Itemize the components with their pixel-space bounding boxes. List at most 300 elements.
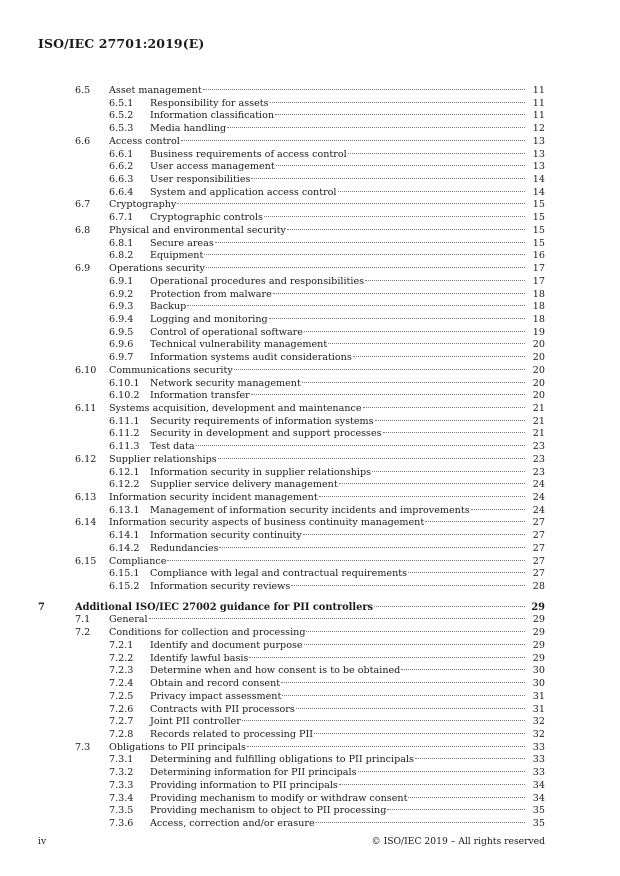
toc-entry-number: 6.10.1 — [109, 377, 140, 389]
toc-entry[interactable] — [0, 505, 620, 518]
toc-entry-title-wrap — [150, 416, 545, 429]
toc-entry-title-wrap — [150, 704, 545, 717]
toc-leader-dots — [365, 280, 525, 281]
toc-entry[interactable] — [0, 614, 620, 627]
toc-entry-title: Information security reviews — [150, 581, 291, 593]
toc-entry-number: 6.9.3 — [109, 301, 134, 313]
toc-entry-page: 20 — [532, 390, 545, 402]
toc-entry-title: Access, correction and/or erasure — [150, 817, 315, 829]
toc-leader-dots — [264, 216, 525, 217]
toc-entry-number: 6.5.2 — [109, 110, 134, 122]
toc-entry-page: 20 — [532, 364, 545, 376]
toc-entry-title-wrap — [109, 263, 545, 276]
toc-entry-number: 6.11 — [75, 402, 97, 414]
toc-entry-title-wrap — [150, 276, 545, 289]
toc-entry-number: 6.6.2 — [109, 161, 134, 173]
toc-entry-page: 20 — [532, 352, 545, 364]
toc-leader-dots — [282, 695, 525, 696]
toc-entry-page: 24 — [532, 479, 545, 491]
toc-leader-dots — [227, 127, 525, 128]
toc-entry-title: Logging and monitoring — [150, 313, 268, 325]
toc-entry-number: 7.3.2 — [109, 767, 134, 779]
toc-entry-number: 6.9.6 — [109, 339, 134, 351]
toc-entry-number: 6.10.2 — [109, 390, 140, 402]
toc-entry-title-wrap — [150, 505, 545, 518]
toc-entry-number: 6.8.2 — [109, 250, 134, 262]
toc-leader-dots — [363, 407, 525, 408]
toc-entry-page: 23 — [532, 453, 545, 465]
toc-entry-page: 19 — [532, 326, 545, 338]
toc-entry-page: 13 — [532, 148, 545, 160]
toc-entry-number: 7.3.4 — [109, 792, 134, 804]
toc-entry[interactable] — [0, 187, 620, 200]
toc-entry-number: 6.7 — [75, 199, 91, 211]
toc-entry-title-wrap — [75, 602, 545, 615]
toc-entry[interactable] — [0, 441, 620, 454]
toc-entry-number: 6.8.1 — [109, 237, 134, 249]
toc-entry[interactable] — [0, 691, 620, 704]
toc-entry[interactable] — [0, 136, 620, 149]
toc-entry[interactable] — [0, 581, 620, 594]
toc-entry[interactable] — [0, 250, 620, 263]
toc-entry-page: 33 — [532, 754, 545, 766]
toc-entry[interactable] — [0, 339, 620, 352]
toc-entry[interactable] — [0, 467, 620, 480]
toc-entry-title-wrap — [109, 225, 545, 238]
toc-entry[interactable] — [0, 123, 620, 136]
toc-entry-number: 6.9.5 — [109, 326, 134, 338]
toc-entry[interactable] — [0, 149, 620, 162]
toc-entry[interactable] — [0, 85, 620, 98]
toc-leader-dots — [401, 669, 525, 670]
toc-entry-title-wrap — [109, 454, 545, 467]
toc-leader-dots — [303, 534, 525, 535]
toc-entry[interactable] — [0, 530, 620, 543]
toc-entry-title-wrap — [150, 378, 545, 391]
toc-entry-title: Technical vulnerability management — [150, 339, 328, 351]
toc-entry-title-wrap — [150, 729, 545, 742]
toc-entry-page: 21 — [532, 415, 545, 427]
toc-entry-number: 6.12.2 — [109, 479, 140, 491]
toc-entry-title: Systems acquisition, development and maintenance — [109, 402, 362, 414]
toc-entry-title-wrap — [150, 110, 545, 123]
toc-entry-page: 18 — [532, 288, 545, 300]
toc-entry-title-wrap — [109, 492, 545, 505]
toc-leader-dots — [251, 178, 525, 179]
toc-entry[interactable] — [0, 416, 620, 429]
toc-entry-title: Cryptography — [109, 199, 177, 211]
toc-entry-number: 6.9.7 — [109, 352, 134, 364]
toc-entry-title: Responsibility for assets — [150, 97, 269, 109]
toc-entry-title: Providing mechanism to modify or withdraw consent — [150, 792, 408, 804]
toc-leader-dots — [181, 140, 525, 141]
toc-leader-dots — [249, 657, 525, 658]
toc-entry-title: Information security in supplier relationships — [150, 466, 372, 478]
toc-leader-dots — [149, 618, 525, 619]
toc-entry[interactable] — [0, 665, 620, 678]
toc-leader-dots — [408, 572, 525, 573]
toc-entry-number: 6.11.3 — [109, 441, 140, 453]
toc-entry-number: 7 — [38, 601, 45, 613]
toc-leader-dots — [358, 771, 526, 772]
toc-entry-page: 21 — [532, 402, 545, 414]
toc-entry-title-wrap — [150, 327, 545, 340]
toc-entry-title: Contracts with PII processors — [150, 703, 295, 715]
toc-entry-title-wrap — [150, 390, 545, 403]
toc-leader-dots — [387, 809, 525, 810]
toc-entry[interactable] — [0, 818, 620, 831]
toc-entry-number: 7.3.6 — [109, 817, 134, 829]
toc-entry-title: Providing mechanism to object to PII processing — [150, 805, 387, 817]
toc-entry-title: Information security continuity — [150, 530, 302, 542]
toc-leader-dots — [215, 242, 525, 243]
toc-entry[interactable] — [0, 742, 620, 755]
toc-leader-dots — [219, 547, 525, 548]
toc-leader-dots — [306, 631, 525, 632]
toc-leader-dots — [374, 606, 525, 607]
toc-entry-title-wrap — [150, 212, 545, 225]
toc-entry[interactable] — [0, 704, 620, 717]
toc-entry-page: 13 — [532, 135, 545, 147]
toc-entry-page: 34 — [532, 792, 545, 804]
toc-entry-title-wrap — [150, 123, 545, 136]
toc-entry-page: 35 — [532, 817, 545, 829]
toc-entry-title: Records related to processing PII — [150, 728, 314, 740]
toc-entry-title: Identify and document purpose — [150, 639, 303, 651]
toc-leader-dots — [247, 746, 525, 747]
copyright-notice: © ISO/IEC 2019 – All rights reserved — [371, 836, 545, 847]
toc-leader-dots — [270, 102, 525, 103]
toc-entry-number: 6.15 — [75, 555, 97, 567]
toc-entry-number: 6.11.2 — [109, 428, 140, 440]
toc-entry-number: 6.6.4 — [109, 186, 134, 198]
toc-entry-page: 14 — [532, 186, 545, 198]
toc-entry-title: Asset management — [109, 85, 202, 96]
toc-leader-dots — [251, 394, 525, 395]
toc-entry-title: Network security management — [150, 377, 301, 389]
toc-entry-title: Control of operational software — [150, 326, 303, 338]
toc-entry-number: 6.12.1 — [109, 466, 140, 478]
toc-entry[interactable] — [0, 289, 620, 302]
toc-entry-page: 18 — [532, 301, 545, 313]
toc-entry[interactable] — [0, 793, 620, 806]
toc-entry-title: Supplier service delivery management — [150, 479, 338, 491]
toc-entry[interactable] — [0, 754, 620, 767]
toc-entry[interactable] — [0, 199, 620, 212]
toc-entry-title: Compliance with legal and contractual requirements — [150, 568, 408, 580]
toc-entry-number: 6.5.3 — [109, 123, 134, 135]
toc-entry-title: Compliance — [109, 555, 167, 567]
toc-entry[interactable] — [0, 225, 620, 238]
toc-entry-page: 30 — [532, 678, 545, 690]
toc-leader-dots — [218, 458, 525, 459]
toc-entry-number: 7.3 — [75, 741, 91, 753]
toc-entry-page: 24 — [532, 492, 545, 503]
toc-entry-title-wrap — [150, 174, 545, 187]
toc-entry-page: 27 — [532, 542, 545, 554]
toc-entry-title-wrap — [150, 640, 545, 653]
toc-entry[interactable] — [0, 454, 620, 467]
toc-entry-title-wrap — [109, 403, 545, 416]
toc-entry-number: 7.2.3 — [109, 665, 134, 677]
toc-entry-title-wrap — [109, 85, 545, 98]
toc-entry[interactable] — [0, 568, 620, 581]
toc-entry[interactable] — [0, 767, 620, 780]
toc-entry-title-wrap — [150, 187, 545, 200]
toc-entry-title: Media handling — [150, 123, 227, 135]
toc-entry-title: System and application access control — [150, 186, 337, 198]
toc-entry-title-wrap — [150, 716, 545, 729]
toc-entry-page: 24 — [532, 504, 545, 516]
toc-entry-number: 6.14.2 — [109, 542, 140, 554]
toc-entry-title-wrap — [150, 581, 545, 594]
toc-entry-page: 27 — [532, 517, 545, 529]
toc-leader-dots — [275, 114, 525, 115]
toc-entry-page: 15 — [532, 199, 545, 211]
toc-entry[interactable] — [0, 314, 620, 327]
toc-entry-number: 6.15.1 — [109, 568, 140, 580]
toc-entry[interactable] — [0, 212, 620, 225]
toc-entry[interactable] — [0, 378, 620, 391]
toc-entry-number: 6.5 — [75, 85, 91, 96]
toc-entry[interactable] — [0, 403, 620, 416]
toc-leader-dots — [206, 267, 525, 268]
toc-entry-title: Operational procedures and responsibilities — [150, 275, 365, 287]
toc-entry-title: Cryptographic controls — [150, 212, 263, 224]
toc-leader-dots — [328, 343, 525, 344]
toc-entry-number: 7.2.2 — [109, 652, 134, 664]
toc-entry-page: 31 — [532, 703, 545, 715]
toc-leader-dots — [304, 331, 525, 332]
toc-entry-title: Security requirements of information systems — [150, 415, 374, 427]
toc-entry-number: 6.9.4 — [109, 313, 134, 325]
toc-entry-title: Additional ISO/IEC 27002 guidance for PII controllers — [75, 601, 374, 613]
toc-leader-dots — [177, 203, 525, 204]
toc-leader-dots — [425, 521, 525, 522]
toc-entry-page: 11 — [532, 110, 545, 122]
toc-entry[interactable] — [0, 390, 620, 403]
toc-entry-title: Operations security — [109, 263, 205, 275]
toc-entry[interactable] — [0, 543, 620, 556]
toc-entry-page: 16 — [532, 250, 545, 262]
toc-entry[interactable] — [0, 98, 620, 111]
toc-entry-title-wrap — [150, 441, 545, 454]
toc-entry-page: 35 — [532, 805, 545, 817]
toc-leader-dots — [242, 720, 525, 721]
toc-entry-title-wrap — [150, 653, 545, 666]
toc-entry-page: 27 — [532, 568, 545, 580]
toc-entry-page: 23 — [532, 441, 545, 453]
toc-leader-dots — [302, 382, 525, 383]
toc-entry-title: Joint PII controller — [150, 716, 241, 728]
toc-entry-page: 32 — [532, 716, 545, 728]
toc-entry[interactable] — [0, 479, 620, 492]
toc-entry[interactable] — [0, 678, 620, 691]
toc-leader-dots — [167, 560, 525, 561]
toc-entry-title-wrap — [109, 742, 545, 755]
toc-entry[interactable] — [0, 327, 620, 340]
toc-entry-page: 20 — [532, 377, 545, 389]
toc-entry-title-wrap — [150, 238, 545, 251]
toc-leader-dots — [269, 318, 525, 319]
toc-entry-page: 12 — [532, 123, 545, 135]
toc-entry[interactable] — [0, 716, 620, 729]
toc-leader-dots — [353, 356, 525, 357]
toc-entry-page: 28 — [532, 581, 545, 593]
toc-leader-dots — [338, 191, 526, 192]
toc-leader-dots — [316, 822, 525, 823]
toc-entry-number: 6.14 — [75, 517, 97, 529]
toc-entry[interactable] — [0, 110, 620, 123]
toc-entry-title: Information classification — [150, 110, 275, 122]
page-number: iv — [38, 836, 47, 847]
toc-entry-number: 7.3.1 — [109, 754, 134, 766]
toc-entry-title: Secure areas — [150, 237, 214, 249]
toc-leader-dots — [415, 758, 525, 759]
toc-entry-page: 11 — [532, 97, 545, 109]
toc-entry-page: 15 — [532, 212, 545, 224]
toc-entry[interactable] — [0, 517, 620, 530]
toc-entry-page: 17 — [532, 275, 545, 287]
toc-entry-page: 34 — [532, 779, 545, 791]
toc-entry-page: 31 — [532, 690, 545, 702]
toc-entry-number: 6.6 — [75, 135, 91, 147]
toc-entry-title-wrap — [150, 805, 545, 818]
toc-entry-title: Privacy impact assessment — [150, 690, 282, 702]
toc-entry-title: Redundancies — [150, 542, 219, 554]
toc-entry-page: 17 — [532, 263, 545, 275]
toc-entry-title-wrap — [150, 98, 545, 111]
toc-entry-title: Business requirements of access control — [150, 148, 347, 160]
toc-entry-title: Identify lawful basis — [150, 652, 249, 664]
toc-entry-title: Equipment — [150, 250, 204, 262]
toc-entry-page: 29 — [532, 639, 545, 651]
toc-entry-number: 6.9.2 — [109, 288, 134, 300]
toc-entry-title-wrap — [109, 199, 545, 212]
toc-entry[interactable] — [0, 263, 620, 276]
toc-entry-page: 11 — [532, 85, 545, 96]
toc-entry-number: 6.9.1 — [109, 275, 134, 287]
toc-entry-title-wrap — [150, 767, 545, 780]
toc-entry[interactable] — [0, 492, 620, 505]
toc-entry[interactable] — [0, 428, 620, 441]
toc-leader-dots — [203, 89, 525, 90]
toc-entry-page: 18 — [532, 313, 545, 325]
toc-entry-title-wrap — [150, 339, 545, 352]
toc-entry[interactable] — [0, 352, 620, 365]
toc-entry-title-wrap — [150, 161, 545, 174]
toc-entry-number: 6.13.1 — [109, 504, 140, 516]
toc-entry-number: 7.2.5 — [109, 690, 134, 702]
toc-leader-dots — [287, 229, 525, 230]
toc-leader-dots — [281, 682, 525, 683]
toc-entry-number: 6.6.3 — [109, 174, 134, 186]
document-header: ISO/IEC 27701:2019(E) — [38, 36, 205, 51]
toc-entry[interactable] — [0, 174, 620, 187]
toc-entry-title-wrap — [150, 530, 545, 543]
toc-entry-page: 29 — [532, 614, 545, 626]
toc-entry[interactable] — [0, 627, 620, 640]
toc-entry-page: 20 — [532, 339, 545, 351]
toc-entry-title-wrap — [150, 352, 545, 365]
toc-entry-title-wrap — [109, 517, 545, 530]
toc-entry-title: Security in development and support processes — [150, 428, 382, 440]
toc-entry-number: 6.8 — [75, 224, 91, 236]
toc-entry[interactable] — [0, 276, 620, 289]
toc-entry[interactable] — [0, 161, 620, 174]
toc-entry-number: 6.12 — [75, 453, 97, 465]
toc-entry-number: 6.7.1 — [109, 212, 134, 224]
toc-entry-title-wrap — [150, 250, 545, 263]
toc-entry-number: 6.15.2 — [109, 581, 140, 593]
toc-entry-title: Protection from malware — [150, 288, 272, 300]
toc-leader-dots — [276, 165, 525, 166]
toc-entry[interactable] — [0, 238, 620, 251]
toc-entry-number: 7.3.5 — [109, 805, 134, 817]
toc-entry[interactable] — [0, 805, 620, 818]
toc-entry-title: Information systems audit considerations — [150, 352, 352, 364]
toc-entry-title: User access management — [150, 161, 275, 173]
toc-entry-title: Communications security — [109, 364, 233, 376]
toc-entry-page: 32 — [532, 728, 545, 740]
toc-entry-title: Information security incident management — [109, 492, 318, 503]
toc-leader-dots — [234, 369, 525, 370]
toc-entry-number: 7.3.3 — [109, 779, 134, 791]
toc-entry-page: 29 — [532, 652, 545, 664]
toc-entry-page: 23 — [532, 466, 545, 478]
toc-entry[interactable] — [0, 640, 620, 653]
toc-entry-page: 27 — [532, 555, 545, 567]
toc-entry-page: 21 — [532, 428, 545, 440]
toc-entry-number: 7.2.6 — [109, 703, 134, 715]
toc-entry-title-wrap — [150, 479, 545, 492]
toc-entry-number: 7.2.1 — [109, 639, 134, 651]
toc-entry-title-wrap — [150, 780, 545, 793]
toc-entry-title-wrap — [150, 793, 545, 806]
toc-entry[interactable] — [0, 653, 620, 666]
toc-leader-dots — [314, 733, 525, 734]
toc-leader-dots — [339, 784, 525, 785]
toc-entry-title-wrap — [109, 614, 545, 627]
toc-leader-dots — [196, 445, 525, 446]
toc-entry[interactable] — [0, 556, 620, 569]
toc-entry-title: Determining information for PII principals — [150, 767, 357, 779]
toc-entry-page: 29 — [531, 601, 545, 613]
toc-leader-dots — [372, 471, 525, 472]
toc-entry-number: 6.5.1 — [109, 97, 134, 109]
toc-leader-dots — [339, 483, 525, 484]
toc-entry[interactable] — [0, 365, 620, 378]
toc-entry-title-wrap — [150, 428, 545, 441]
toc-entry-number: 6.13 — [75, 492, 97, 503]
toc-leader-dots — [383, 432, 525, 433]
toc-entry[interactable] — [0, 301, 620, 314]
toc-entry-title-wrap — [150, 289, 545, 302]
toc-entry[interactable] — [0, 780, 620, 793]
toc-leader-dots — [273, 293, 525, 294]
toc-leader-dots — [204, 254, 525, 255]
toc-entry-title: Determine when and how consent is to be obtained — [150, 665, 401, 677]
toc-entry-title-wrap — [150, 754, 545, 767]
toc-entry-number: 7.2.7 — [109, 716, 134, 728]
toc-entry[interactable] — [0, 729, 620, 742]
toc-entry[interactable] — [0, 602, 620, 615]
toc-entry-title: Obligations to PII principals — [109, 741, 246, 753]
toc-entry-title-wrap — [150, 568, 545, 581]
toc-entry-title: Determining and fulfilling obligations to PII principals — [150, 754, 414, 766]
toc-entry-page: 13 — [532, 161, 545, 173]
toc-entry-number: 6.11.1 — [109, 415, 140, 427]
